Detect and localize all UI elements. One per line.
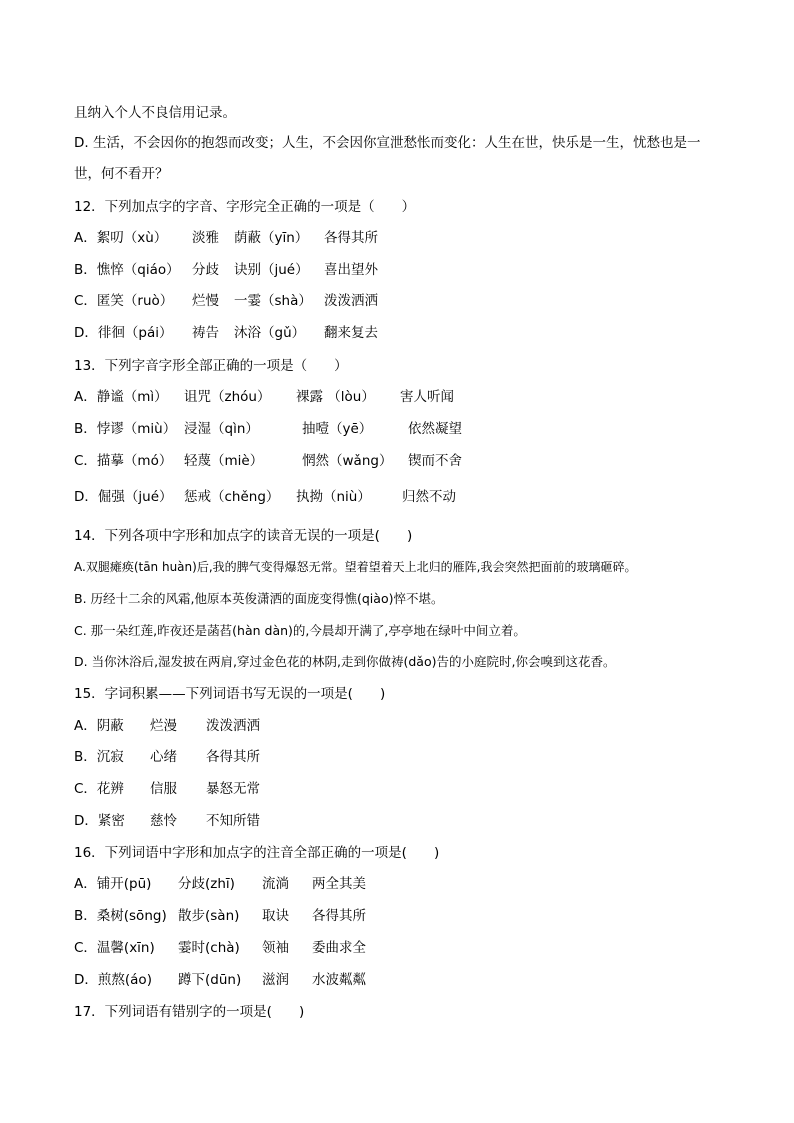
option-part: 各得其所 [312,908,366,924]
option-part: 翻来复去 [324,325,378,341]
option-part: 流淌 [262,876,289,892]
option-part: 诅咒（zhóu） [184,389,271,405]
option-part: B．沉寂 [74,749,124,765]
option-part: 祷告 [192,325,219,341]
text-line: 且纳入个人不良信用记录。 [74,105,236,121]
option-part: 喜出望外 [324,262,378,278]
option-part: C．温馨(xīn) [74,940,155,956]
option-part: 水波粼粼 [312,972,366,988]
question-14: 14．下列各项中字形和加点字的读音无误的一项是( ) [74,528,413,544]
option-part: 心绪 [150,749,177,765]
option-part: 各得其所 [206,749,260,765]
option-part: 霎时(chà) [178,940,240,956]
option-part: A．静谧（mì） [74,389,168,405]
question-12: 12．下列加点字的字音、字形完全正确的一项是（ ） [74,199,416,215]
option-part: C．匿笑（ruò） [74,293,174,309]
option-part: 泼泼洒洒 [206,718,260,734]
option-part: 一霎（shà） [234,293,312,309]
option-part: 慈怜 [150,813,177,829]
q14-option-b: B. 历经十二余的风霜,他原本英俊潇洒的面庞变得憔(qiào)悴不堪。 [74,591,444,606]
option-part: 取诀 [262,908,289,924]
option-part: 害人听闻 [400,389,454,405]
option-part: 分歧(zhī) [178,876,235,892]
question-16: 16．下列词语中字形和加点字的注音全部正确的一项是( ) [74,845,440,861]
option-part: 执拗（niù） [296,489,371,505]
q14-option-c: C. 那一朵红莲,昨夜还是菡萏(hàn dàn)的,今晨却开满了,亭亭地在绿叶中间立着。 [74,623,526,638]
option-part: D．煎熬(áo) [74,972,152,988]
option-d-text: D. 生活，不会因你的抱怨而改变；人生，不会因你宣泄愁怅而变化：人生在世，快乐是一生，忧愁也是一 [74,135,701,151]
option-part: B．桑树(sōng) [74,908,167,924]
text-line: 世，何不看开？ [74,166,169,182]
option-part: C．描摹（mó） [74,453,173,469]
q14-option-d: D. 当你沐浴后,湿发披在两肩,穿过金色花的林阴,走到你做祷(dǎo)告的小庭院时,你会嗅到这花香。 [74,654,616,669]
option-part: A．铺开(pū) [74,876,152,892]
option-part: D．紧密 [74,813,125,829]
option-part: 惘然（wǎng） [302,453,393,469]
option-part: 不知所错 [206,813,260,829]
option-part: 依然凝望 [408,421,462,437]
option-part: 分歧 [192,262,219,278]
option-part: 散步(sàn) [178,908,240,924]
option-part: 轻蔑（miè） [184,453,264,469]
option-part: 烂慢 [192,293,219,309]
option-part: 烂漫 [150,718,177,734]
option-part: 归然不动 [402,489,456,505]
option-part: 委曲求全 [312,940,366,956]
option-part: A．絮叨（xù） [74,230,168,246]
option-part: 抽噎（yē） [302,421,373,437]
option-part: 锲而不舍 [408,453,462,469]
option-part: D．倔强（jué） [74,489,173,505]
option-part: A．阴蔽 [74,718,124,734]
question-13: 13．下列字音字形全部正确的一项是（ ） [74,358,348,374]
option-part: B．悖谬（miù） [74,421,177,437]
option-part: 两全其美 [312,876,366,892]
option-part: 浸湿（qìn） [184,421,259,437]
option-part: 蹲下(dūn) [178,972,242,988]
option-part: 暴怒无常 [206,781,260,797]
q14-option-a: A.双腿瘫痪(tān huàn)后,我的脾气变得爆怒无常。望着望着天上北归的雁阵,我会突然把面前的玻璃砸碎。 [74,560,637,574]
question-17: 17．下列词语有错别字的一项是( ) [74,1004,305,1020]
option-part: 淡雅 [192,230,219,246]
option-part: B．憔悴（qiáo） [74,262,180,278]
option-part: 各得其所 [324,230,378,246]
option-part: 诀别（jué） [234,262,309,278]
option-part: 领袖 [262,940,289,956]
question-15: 15．字词积累——下列词语书写无误的一项是( ) [74,686,386,702]
option-part: C．花辨 [74,781,124,797]
option-part: 荫蔽（yīn） [234,230,309,246]
option-part: 沐浴（gǔ） [234,325,306,341]
option-part: 信服 [150,781,177,797]
option-part: 裸露 （lòu） [296,389,375,405]
option-part: 惩戒（chěng） [184,489,280,505]
option-part: 滋润 [262,972,289,988]
option-part: D．徘徊（pái） [74,325,173,341]
option-part: 泼泼洒洒 [324,293,378,309]
